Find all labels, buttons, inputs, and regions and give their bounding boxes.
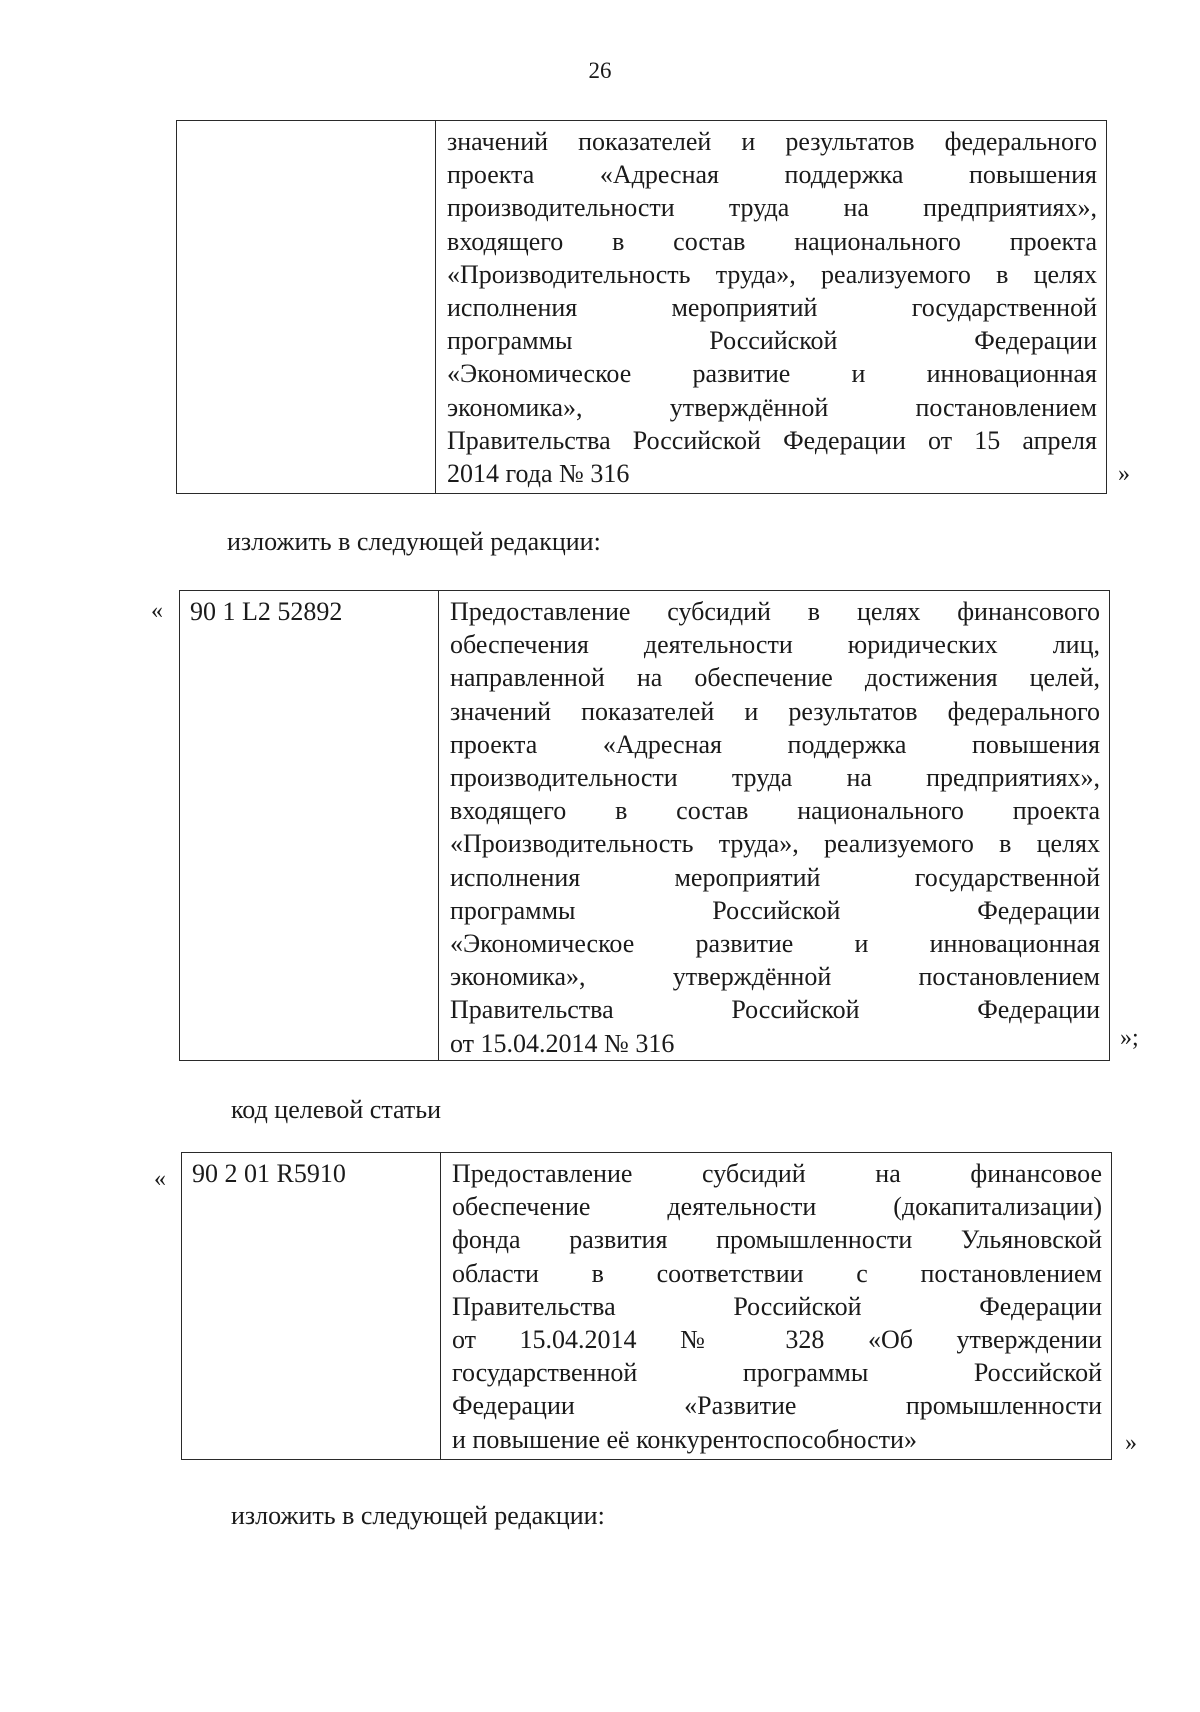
description-line: проекта «Адресная поддержка повышения	[447, 160, 1097, 190]
code-cell	[177, 121, 436, 494]
code-table-continued	[176, 120, 1107, 494]
table-row	[182, 1153, 1112, 1460]
description-line: Предоставление субсидий в целях финансового	[450, 597, 1100, 626]
closing-quote: »	[1118, 461, 1130, 487]
description-line: от 15.04.2014 № 328 «Об утверждении	[452, 1325, 1102, 1355]
description-line: проекта «Адресная поддержка повышения	[450, 729, 1100, 759]
description-line: исполнения мероприятий государственной	[450, 862, 1100, 892]
description-cell	[441, 1153, 1112, 1460]
description-line: и повышение её конкурентоспособности»	[452, 1424, 917, 1454]
description-line: исполнения мероприятий государственной	[447, 293, 1097, 323]
description-line: фонда развития промышленности Ульяновской	[452, 1225, 1102, 1255]
section-label: код целевой статьи	[231, 1095, 441, 1124]
description-line: обеспечения деятельности юридических лиц,	[450, 630, 1100, 660]
description-line: 2014 года № 316	[447, 459, 630, 489]
description-line: Предоставление субсидий на финансовое	[452, 1159, 1102, 1188]
description-cell	[436, 121, 1107, 494]
closing-quote: »	[1125, 1430, 1137, 1456]
description-line: входящего в состав национального проекта	[450, 796, 1100, 826]
description-line: обеспечение деятельности (докапитализации)	[452, 1192, 1102, 1222]
opening-quote: «	[154, 1166, 166, 1192]
description-line: значений показателей и результатов федерального	[447, 127, 1097, 156]
description-line: производительности труда на предприятиях»,	[450, 763, 1100, 793]
code-cell: 90 1 L2 52892	[180, 591, 439, 1061]
instruction-text: изложить в следующей редакции:	[227, 527, 601, 556]
description-line: «Экономическое развитие и инновационная	[447, 359, 1097, 389]
table-row	[180, 591, 1110, 1061]
description-line: экономика», утверждённой постановлением	[447, 392, 1097, 422]
description-line: входящего в состав национального проекта	[447, 226, 1097, 256]
table-row	[177, 121, 1107, 494]
description-line: производительности труда на предприятиях»,	[447, 193, 1097, 223]
description-line: «Производительность труда», реализуемого в целях	[450, 829, 1100, 859]
closing-quote: »;	[1120, 1025, 1139, 1051]
description-line: «Экономическое развитие и инновационная	[450, 929, 1100, 959]
description-line: «Производительность труда», реализуемого в целях	[447, 259, 1097, 289]
description-line: Правительства Российской Федерации	[450, 995, 1100, 1025]
description-cell	[439, 591, 1110, 1061]
instruction-text: изложить в следующей редакции:	[231, 1501, 605, 1530]
description-line: Правительства Российской Федерации от 15 апреля	[447, 425, 1097, 455]
opening-quote: «	[151, 598, 163, 624]
description-line: экономика», утверждённой постановлением	[450, 962, 1100, 992]
page-number: 26	[588, 58, 612, 83]
description-line: программы Российской Федерации	[450, 895, 1100, 925]
description-line: государственной программы Российской	[452, 1358, 1102, 1388]
description-line: Федерации «Развитие промышленности	[452, 1391, 1102, 1421]
description-line: программы Российской Федерации	[447, 326, 1097, 356]
description-line: области в соответствии с постановлением	[452, 1258, 1102, 1288]
code-table-new-edition	[179, 590, 1110, 1061]
description-line: направленной на обеспечение достижения целей,	[450, 663, 1100, 693]
description-line: Правительства Российской Федерации	[452, 1291, 1102, 1321]
code-cell: 90 2 01 R5910	[182, 1153, 441, 1460]
code-table-target-article	[181, 1152, 1112, 1460]
description-line: от 15.04.2014 № 316	[450, 1028, 675, 1058]
description-line: значений показателей и результатов федерального	[450, 696, 1100, 726]
